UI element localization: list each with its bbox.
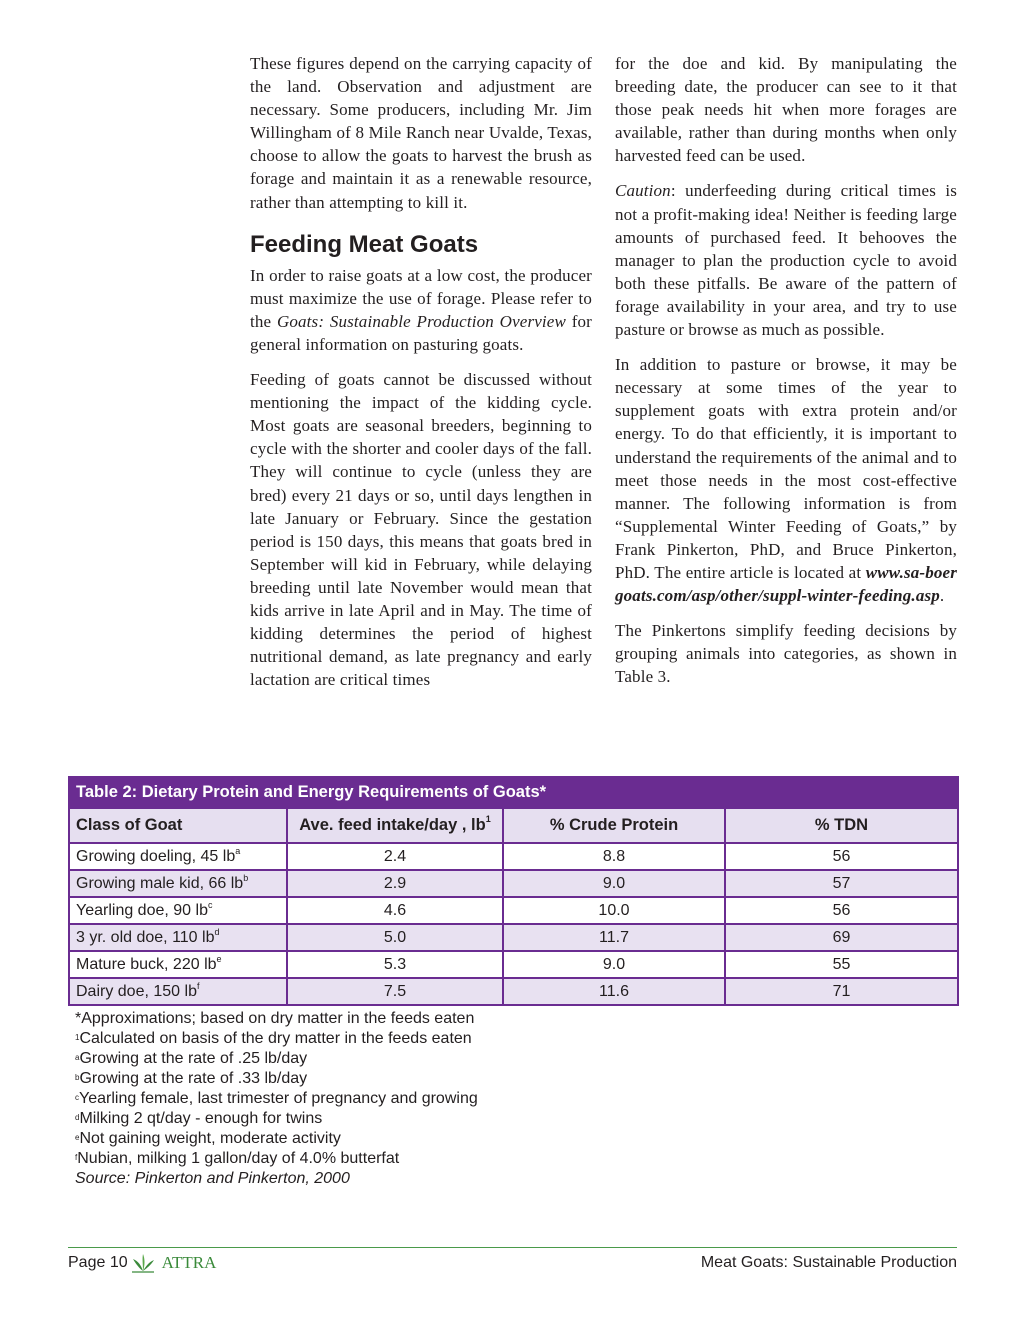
row-label-cell <box>69 897 287 924</box>
column-header-tdn: % TDN <box>725 808 958 843</box>
intake-cell: 4.6 <box>287 897 503 924</box>
row-label-cell <box>69 951 287 978</box>
table-row <box>69 897 958 924</box>
footnote-mark: e <box>75 1133 80 1142</box>
footnote-c <box>75 1089 595 1109</box>
paragraph-caution <box>615 179 957 341</box>
tdn-cell: 55 <box>725 951 958 978</box>
tdn-cell: 56 <box>725 843 958 870</box>
paragraph-pinkertons: The Pinkertons simplify feeding decisions by grouping animals into categories, as shown in Table 3. <box>615 621 957 687</box>
footnote-b <box>75 1069 595 1089</box>
protein-cell: 10.0 <box>503 897 725 924</box>
table-row <box>69 870 958 897</box>
table-caption: Table 2: Dietary Protein and Energy Requirements of Goats* <box>69 777 958 808</box>
column-header-intake-footnote: 1 <box>485 814 491 824</box>
right-text-column <box>615 52 957 700</box>
intake-cell: 5.0 <box>287 924 503 951</box>
table-row <box>69 978 958 1005</box>
column-header-class: Class of Goat <box>69 808 287 843</box>
footnote-e <box>75 1129 595 1149</box>
protein-cell: 11.6 <box>503 978 725 1005</box>
section-heading-feeding-meat-goats: Feeding Meat Goats <box>250 230 479 258</box>
footnote-text: Not gaining weight, moderate activity <box>79 1130 341 1147</box>
paragraph-forage-start: In order to raise goats at a low cost, the producer must maximize the use of forage. Please refer to the <box>250 265 592 331</box>
caution-label: Caution <box>615 181 671 201</box>
protein-cell: 9.0 <box>503 870 725 897</box>
footnote-text: Milking 2 qt/day - enough for twins <box>79 1110 323 1127</box>
footnote-text: Nubian, milking 1 gallon/day of 4.0% butterfat <box>77 1150 400 1167</box>
row-label: Mature buck, 220 lb <box>76 955 217 973</box>
protein-cell: 8.8 <box>503 843 725 870</box>
footnote-mark: 1 <box>75 1033 80 1042</box>
footnote-1 <box>75 1029 595 1049</box>
paragraph-carrying-capacity: These figures depend on the carrying capacity of the land. Observation and adjustment are necessary. Some producers, including Mr. Jim Willingham of 8 Mile Ranch near Uvalde, Texas, choose to allow the goats to harvest the brush as forage and maintain it as a renewable resource, rather than attempting to kill it. <box>250 54 592 212</box>
footnote-a <box>75 1049 595 1069</box>
left-text-column <box>250 52 592 703</box>
row-label: Growing male kid, 66 lb <box>76 874 244 892</box>
intake-cell: 2.4 <box>287 843 503 870</box>
tdn-cell: 71 <box>725 978 958 1005</box>
protein-cell: 11.7 <box>503 924 725 951</box>
row-footnote-mark: e <box>216 953 222 964</box>
row-footnote-mark: b <box>243 872 249 883</box>
table-source: Source: Pinkerton and Pinkerton, 2000 <box>75 1170 350 1187</box>
footnote-mark: b <box>75 1073 80 1082</box>
row-label: Dairy doe, 150 lb <box>76 982 197 1000</box>
row-footnote-mark: a <box>235 845 241 856</box>
footnote-text: Calculated on basis of the dry matter in the feeds eaten <box>79 1030 472 1047</box>
row-label: 3 yr. old doe, 110 lb <box>76 928 215 946</box>
paragraph-kidding-cycle: Feeding of goats cannot be discussed without mentioning the impact of the kidding cycle. Most goats are seasonal breeders, beginning to cycle with the shorter and cooler days of the fall. They will continue to cycle (unless they are bred) every 21 days or so, until days lengthen in late January or February. Since the gestation period is 150 days, this means that goats bred in September will kid in February, while delaying breeding until late November would mean that kids arrive in late April and in May. The time of kidding determines the period of highest nutritional demand, as late pregnancy and early lactation are critical times <box>250 370 592 690</box>
column-header-protein: % Crude Protein <box>503 808 725 843</box>
supplement-end: . <box>939 586 945 606</box>
article-url-link[interactable]: www.sa-boergoats.com/asp/other/suppl-winter-feeding.asp <box>615 562 957 606</box>
row-footnote-mark: c <box>207 899 213 910</box>
paragraph-forage-end: for general information on pasturing goats. <box>250 311 592 354</box>
footnote-text: Growing at the rate of .33 lb/day <box>79 1070 308 1087</box>
row-label-cell <box>69 870 287 897</box>
footnote-text: Growing at the rate of .25 lb/day <box>79 1050 308 1067</box>
footnote-mark: a <box>75 1053 80 1062</box>
footnote-mark: d <box>75 1113 80 1122</box>
row-label: Growing doeling, 45 lb <box>76 847 236 865</box>
row-footnote-mark: d <box>214 926 220 937</box>
footnote-text: Yearling female, last trimester of pregnancy and growing <box>79 1090 478 1107</box>
footnote-mark: f <box>75 1153 78 1162</box>
attra-brand[interactable]: ATTRA <box>161 1253 217 1272</box>
leaf-icon <box>130 1253 156 1273</box>
tdn-cell: 57 <box>725 870 958 897</box>
table-row <box>69 843 958 870</box>
goat-requirements-table <box>68 776 959 1006</box>
protein-cell: 9.0 <box>503 951 725 978</box>
supplement-text: In addition to pasture or browse, it may be necessary at some times of the year to supplement goats with extra protein and/or energy. To do that efficiently, it is important to understand the requirements of the animal and to meet those needs in the most cost-effective manner. The following information is from “Supplemental Winter Feeding of Goats,” by Frank Pinkerton, PhD, and Bruce Pinkerton, PhD. The entire article is located at <box>615 355 957 582</box>
intake-cell: 2.9 <box>287 870 503 897</box>
tdn-cell: 56 <box>725 897 958 924</box>
caution-text: : underfeeding during critical times is not a profit-making idea! Neither is feeding large amounts of purchased feed. It behooves the manager to plan the production cycle to avoid both these pitfalls. Be aware of the pattern of forage availability in your area, and try to use pasture or browse as much as possible. <box>615 181 957 340</box>
paragraph-supplement <box>615 353 957 607</box>
row-label-cell <box>69 978 287 1005</box>
row-label: Yearling doe, 90 lb <box>76 901 208 919</box>
footnote-f <box>75 1149 595 1169</box>
footnote-approximations: *Approximations; based on dry matter in the feeds eaten <box>75 1010 475 1027</box>
table-row <box>69 951 958 978</box>
row-label-cell <box>69 924 287 951</box>
page-number: Page 10 <box>68 1254 128 1271</box>
publication-title-footer: Meat Goats: Sustainable Production <box>700 1254 957 1271</box>
footnote-d <box>75 1109 595 1129</box>
footnote-mark: c <box>75 1093 79 1102</box>
footer-divider <box>68 1247 957 1248</box>
paragraph-breeding-date: for the doe and kid. By manipulating the breeding date, the producer can see to it that those peak needs hit when more forages are available, rather than during months when only harvested feed can be used. <box>615 54 957 166</box>
intake-cell: 5.3 <box>287 951 503 978</box>
column-header-intake <box>287 808 503 843</box>
paragraph-forage <box>250 264 592 356</box>
publication-title-link: Goats: Sustainable Production Overview <box>276 311 566 331</box>
table-footnotes <box>75 1009 595 1189</box>
footer-left <box>68 1252 216 1274</box>
column-header-intake-label: Ave. feed intake/day , lb <box>299 816 486 834</box>
row-label-cell <box>69 843 287 870</box>
table-row <box>69 924 958 951</box>
tdn-cell: 69 <box>725 924 958 951</box>
intake-cell: 7.5 <box>287 978 503 1005</box>
row-footnote-mark: f <box>196 980 200 991</box>
